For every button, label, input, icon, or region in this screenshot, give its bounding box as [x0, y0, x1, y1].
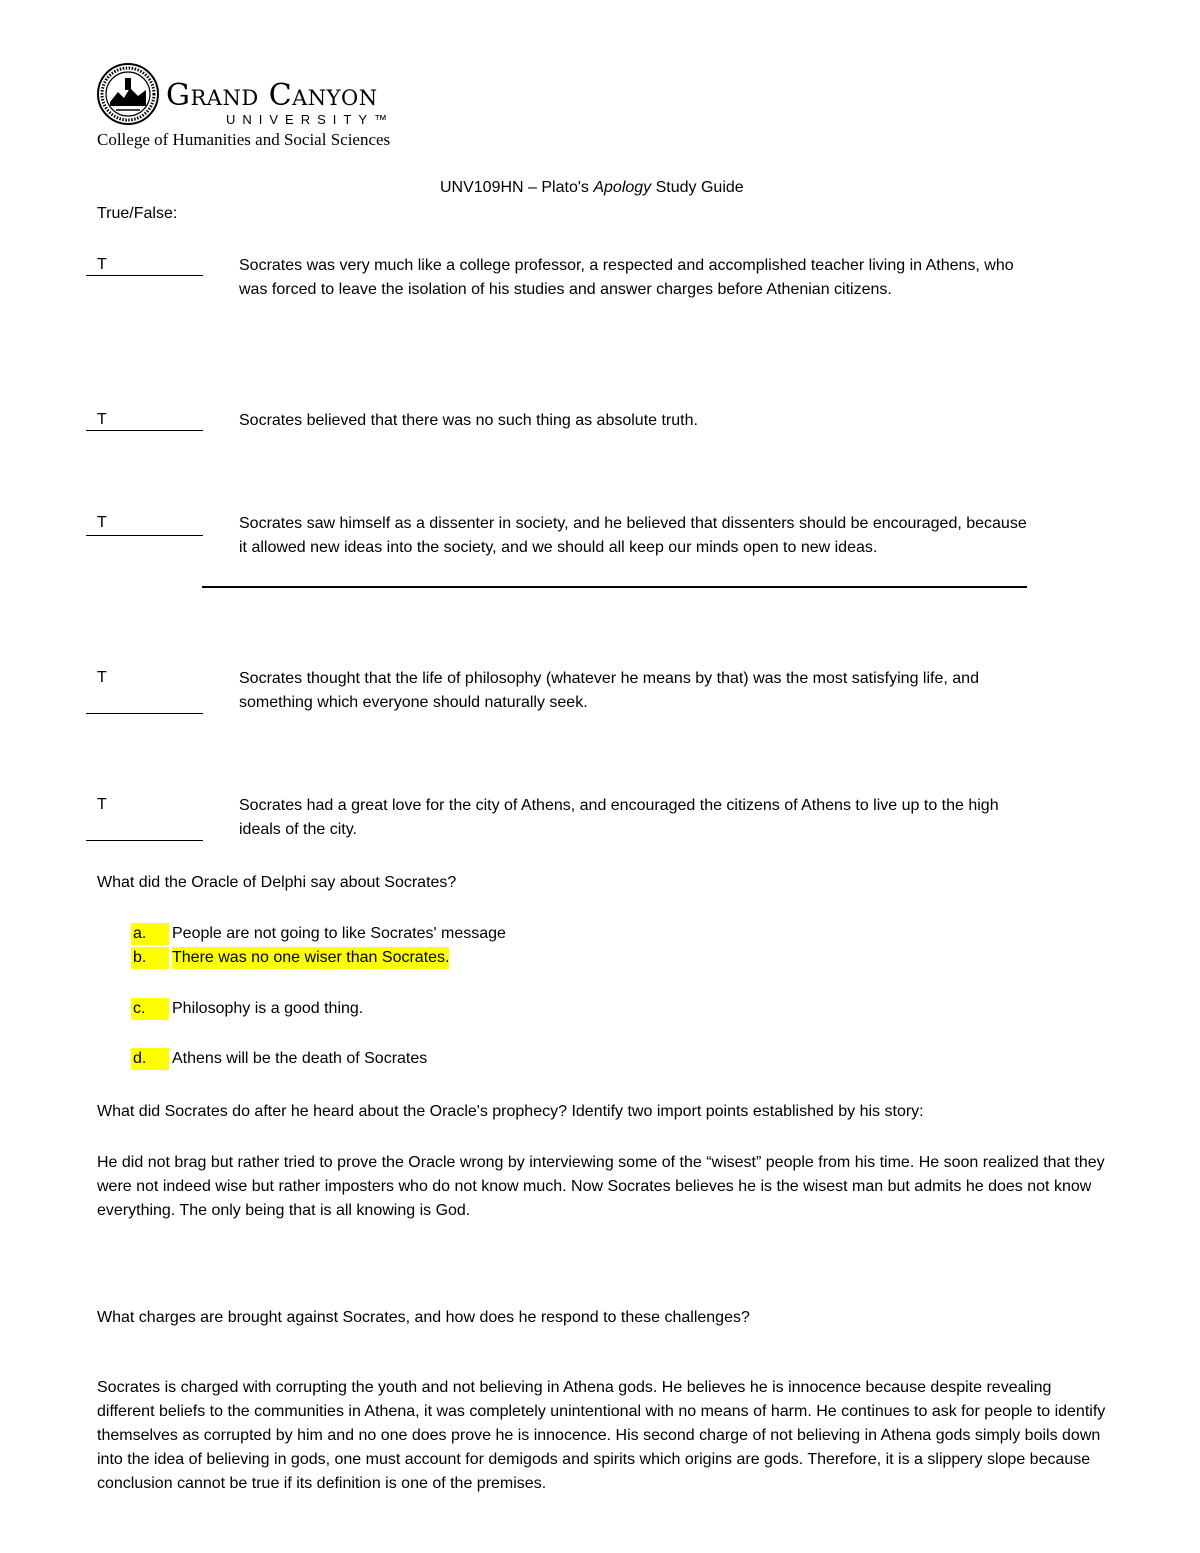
- horizontal-rule: [202, 586, 1027, 588]
- tf-answer-line-4: [86, 713, 203, 714]
- option-text-d: Athens will be the death of Socrates: [172, 1050, 428, 1067]
- tf-statement-2: Socrates believed that there was no such thing as absolute truth.: [239, 412, 698, 429]
- tf-statement-3: Socrates saw himself as a dissenter in society, and he believed that dissenters should be encouraged, because it allowed new ideas into the society, and we should all keep our minds open to new ideas.: [239, 515, 1027, 556]
- university-seal-icon: [96, 62, 160, 126]
- option-text-c: Philosophy is a good thing.: [172, 1000, 364, 1017]
- option-letter-a: a.: [131, 923, 169, 945]
- tf-answer-1: T: [97, 256, 107, 273]
- option-text-b: There was no one wiser than Socrates.: [172, 947, 449, 969]
- option-letter-b: b.: [131, 947, 169, 969]
- tf-answer-4: T: [97, 669, 107, 686]
- tf-answer-3: T: [97, 514, 107, 531]
- charges-question: What charges are brought against Socrates, and how does he respond to these challenges?: [97, 1309, 750, 1326]
- tf-answer-line-1: [86, 275, 203, 276]
- tf-answer-line-3: [86, 535, 203, 536]
- section-label: True/False:: [97, 205, 178, 222]
- tf-answer-line-2: [86, 430, 203, 431]
- charges-answer: Socrates is charged with corrupting the youth and not believing in Athena gods. He believes he is innocence because despite revealing different beliefs to the communities in Athena, it was completely unintentional with no means of harm. He continues to ask for people to identify themselves as corrupted by him and no one does prove he is innocence. His second charge of not believing in Athena gods simply boils down into the idea of believing in gods, one must account for demigods and spirits which origins are gods. Therefore, it is a slippery slope because conclusion cannot be true if its definition is one of the premises.: [97, 1379, 1106, 1492]
- college-name: College of Humanities and Social Sciences: [97, 130, 391, 149]
- tf-answer-5: T: [97, 796, 107, 813]
- tf-statement-1: Socrates was very much like a college professor, a respected and accomplished teacher living in Athens, who was forced to leave the isolation of his studies and answer charges before Athenian citizens.: [239, 257, 1014, 298]
- option-letter-d: d.: [131, 1048, 169, 1070]
- prophecy-question: What did Socrates do after he heard about the Oracle's prophecy? Identify two import points established by his story:: [97, 1103, 924, 1120]
- tf-answer-2: T: [97, 411, 107, 428]
- tf-statement-5: Socrates had a great love for the city of Athens, and encouraged the citizens of Athens to live up to the high ideals of the city.: [239, 797, 999, 838]
- tf-answer-line-5: [86, 840, 203, 841]
- option-letter-c: c.: [131, 998, 169, 1020]
- prophecy-answer: He did not brag but rather tried to prove the Oracle wrong by interviewing some of the “wisest” people from his time. He soon realized that they were not indeed wise but rather imposters who do not know much. Now Socrates believes he is the wisest man but admits he does not know everything. The only being that is all knowing is God.: [97, 1154, 1105, 1219]
- university-logo: [96, 62, 436, 132]
- brand-subtitle: UNIVERSITY™: [226, 112, 395, 127]
- brand-name: Grand Canyon: [166, 78, 378, 113]
- tf-statement-4: Socrates thought that the life of philosophy (whatever he means by that) was the most satisfying life, and something which everyone should naturally seek.: [239, 670, 979, 711]
- oracle-question: What did the Oracle of Delphi say about Socrates?: [97, 874, 457, 891]
- option-text-a: People are not going to like Socrates' message: [172, 925, 506, 942]
